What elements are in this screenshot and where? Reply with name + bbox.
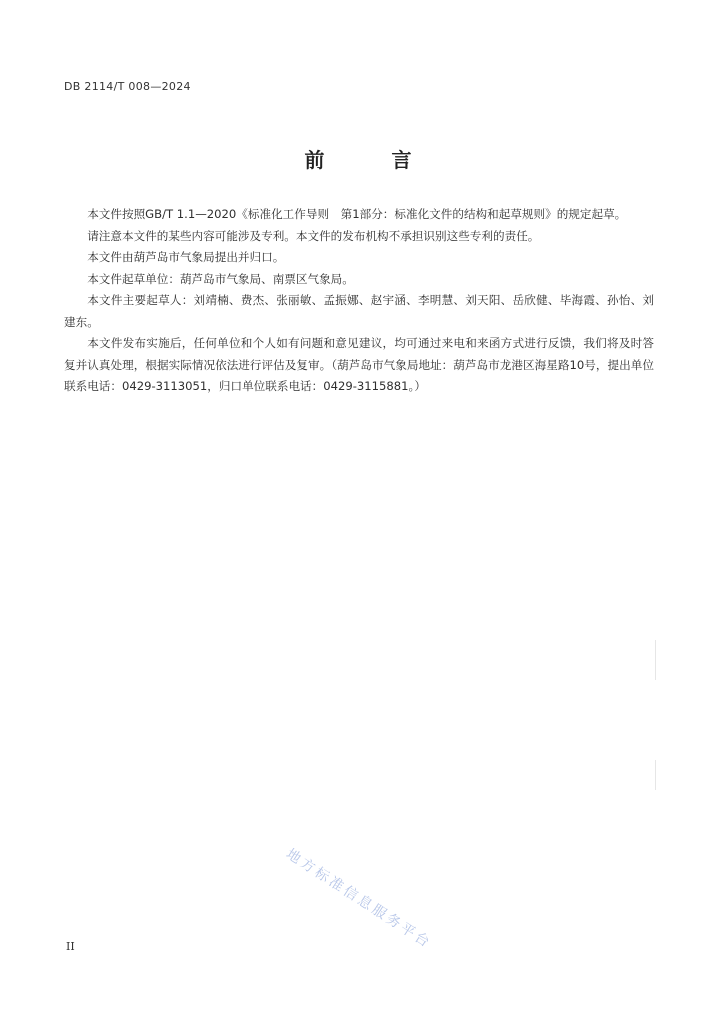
foreword-body (64, 204, 654, 398)
paragraph-drafting-basis: 本文件按照GB/T 1.1—2020《标准化工作导则 第1部分：标准化文件的结构和起草规则》的规定起草。 (87, 207, 627, 221)
scan-edge-mark (655, 640, 656, 680)
document-code: DB 2114/T 008—2024 (64, 80, 191, 93)
paragraph-patent-notice: 请注意本文件的某些内容可能涉及专利。本文件的发布机构不承担识别这些专利的责任。 (87, 228, 540, 243)
watermark-text: 地方标准信息服务平台 (283, 846, 435, 953)
page-number: II (66, 940, 75, 953)
paragraph-proposer: 本文件由葫芦岛市气象局提出并归口。 (87, 250, 285, 264)
paragraph-feedback: 本文件发布实施后，任何单位和个人如有问题和意见建议，均可通过来电和来函方式进行反馈，我们将及时答复并认真处理，根据实际情况依法进行评估及复审。（葫芦岛市气象局地址：葫芦岛市龙港区海星路10号，提出单位联系电话：0429-3113051，归口单位联系电话：0429-3115881。） (64, 336, 654, 393)
paragraph-drafters: 本文件主要起草人：刘靖楠、费杰、张丽敏、孟振娜、赵宇涵、李明慧、刘天阳、岳欣健、毕海霞、孙怡、刘建东。 (64, 293, 654, 329)
section-title: 前 言 (304, 148, 442, 172)
scan-edge-mark (655, 760, 656, 790)
paragraph-drafting-units: 本文件起草单位：葫芦岛市气象局、南票区气象局。 (87, 271, 354, 286)
